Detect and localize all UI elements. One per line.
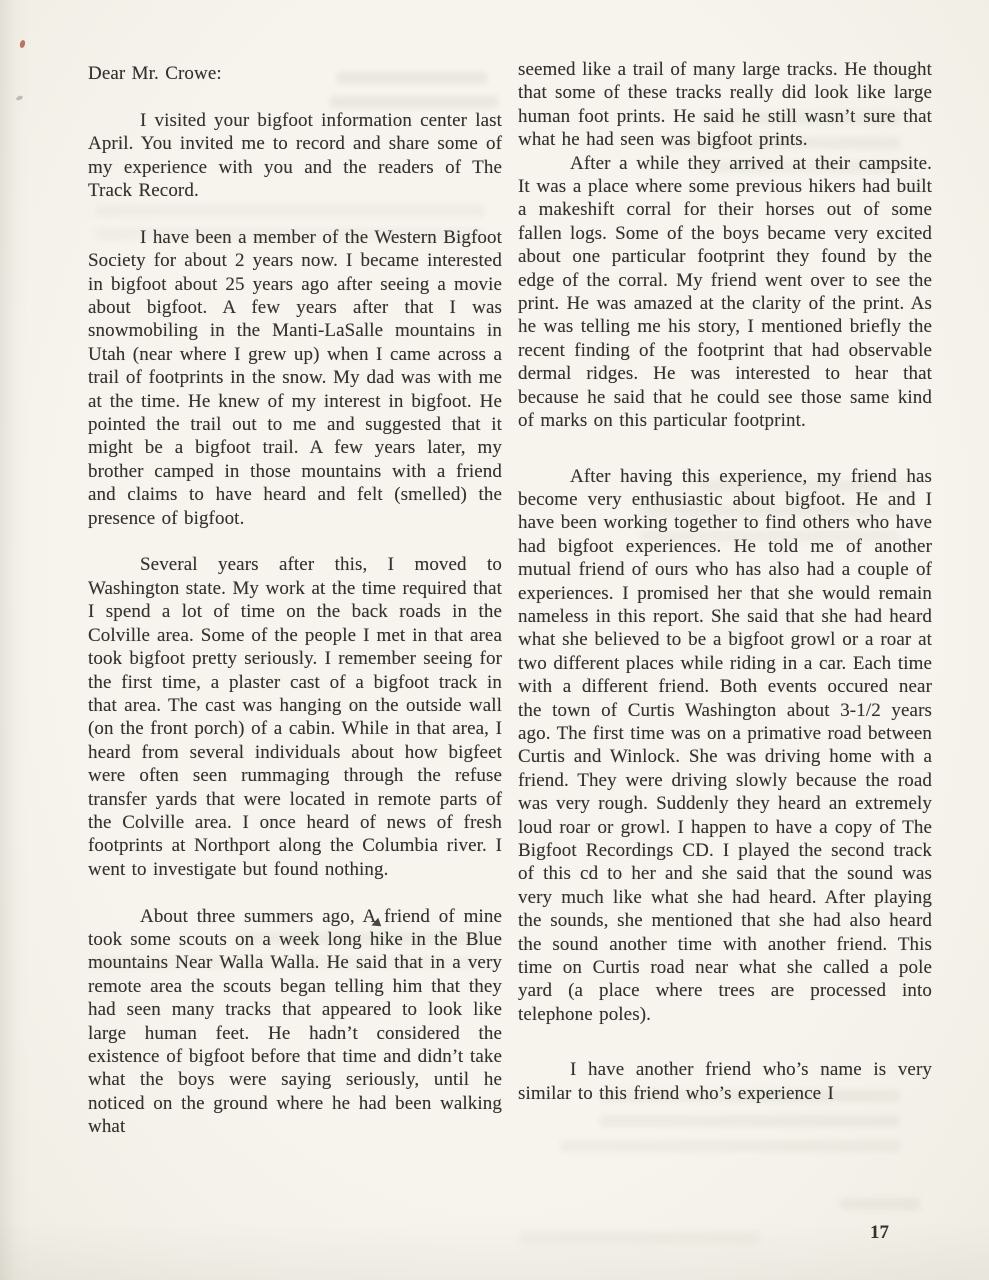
bleed-through-ghost — [520, 1232, 760, 1244]
letter-paragraph: I have another friend who’s name is very similar to this friend who’s experience I — [518, 1059, 932, 1104]
bleed-through-ghost — [840, 1198, 920, 1210]
bleed-through-ghost — [600, 1115, 900, 1127]
bleed-through-ghost — [560, 1140, 900, 1152]
letter-right-column — [518, 58, 932, 1105]
letter-paragraph: seemed like a trail of many large tracks. He thought that some of these tracks really did look like large human foot prints. He said he still wasn’t sure that what he had seen was bigfoot prints. — [518, 59, 932, 151]
letter-left-column — [88, 62, 502, 1139]
letter-paragraph: I have been a member of the Western Bigfoot Society for about 2 years now. I became interested in bigfoot about 25 years ago after seeing a movie about bigfoot. A few years after that I was snowmobiling in the Manti-LaSalle mountains in Utah (near where I grew up) when I came across a trail of footprints in the snow. My dad was with me at the time. He knew of my interest in bigfoot. He pointed the trail out to me and suggested that it might be a bigfoot trail. A few years later, my brother camped in those mountains with a friend and claims to have heard and felt (smelled) the presence of bigfoot. — [88, 226, 502, 529]
letter-paragraph: I visited your bigfoot information center last April. You invited me to record and share some of my experience with you and the readers of The Track Record. — [88, 109, 502, 202]
scan-speck-gray — [16, 95, 24, 101]
letter-paragraph: Dear Mr. Crowe: — [88, 63, 222, 84]
letter-paragraph: Several years after this, I moved to Washington state. My work at the time required that I spend a lot of time on the back roads in the Colville area. Some of the people I met in that area took bigfoot pretty seriously. I remember seeing for the first time, a plaster cast of a bigfoot track in that area. The cast was hanging on the outside wall (on the front porch) of a cabin. While in that area, I heard from several individuals about how bigfeet were often seen rummaging through the refuse transfer yards that were located in remote parts of the Colville area. I once heard of news of fresh footprints at Northport along the Columbia river. I went to investigate but found nothing. — [88, 554, 502, 880]
letter-paragraph: After having this experience, my friend has become very enthusiastic about bigfoot. He and I have been working together to find others who have had bigfoot experiences. He told me of another mutual friend of ours who has also had a couple of experiences. I promised her that she would remain nameless in this report. She said that she had heard what she believed to be a bigfoot growl or a roar at two different places while riding in a car. Each time with a different friend. Both events occured near the town of Curtis Washington about 3-1/2 years ago. The first time was on a primative road between Curtis and Winlock. She was driving home with a friend. They were driving slowly because the road was very rough. Suddenly they heard an extremely loud roar or growl. I happen to have a copy of The Bigfoot Recordings CD. I played the second track of this cd to her and she said that the sound was very much like what she had heard. After playing the sounds, she mentioned that she had also heard the sound another time with another friend. This time on Curtis road near what she called a pole yard (a place where trees are processed into telephone poles). — [518, 465, 932, 1025]
page-number: 17 — [870, 1222, 889, 1243]
scan-speck-red — [19, 39, 26, 48]
letter-paragraph: After a while they arrived at their campsite. It was a place where some previous hikers had built a makeshift corral for their horses out of some fallen logs. Some of the boys became very excited about one particular footprint they found by the edge of the corral. My friend went over to see the print. He was amazed at the clarity of the print. As he was telling me his story, I mentioned briefly the recent finding of the footprint that had observable dermal ridges. He was interested to hear that because he said that he could see those same kind of marks on this particular footprint. — [518, 152, 932, 432]
letter-paragraph: About three summers ago, A friend of mine took some scouts on a week long hike in the Blue mountains Near Walla Walla. He said that in a very remote area the scouts began telling him that they had seen many tracks that appeared to look like large human feet. He hadn’t considered the existence of bigfoot before that time and didn’t take what the boys were saying seriously, until he noticed on the ground where he had been walking what — [88, 905, 502, 1138]
